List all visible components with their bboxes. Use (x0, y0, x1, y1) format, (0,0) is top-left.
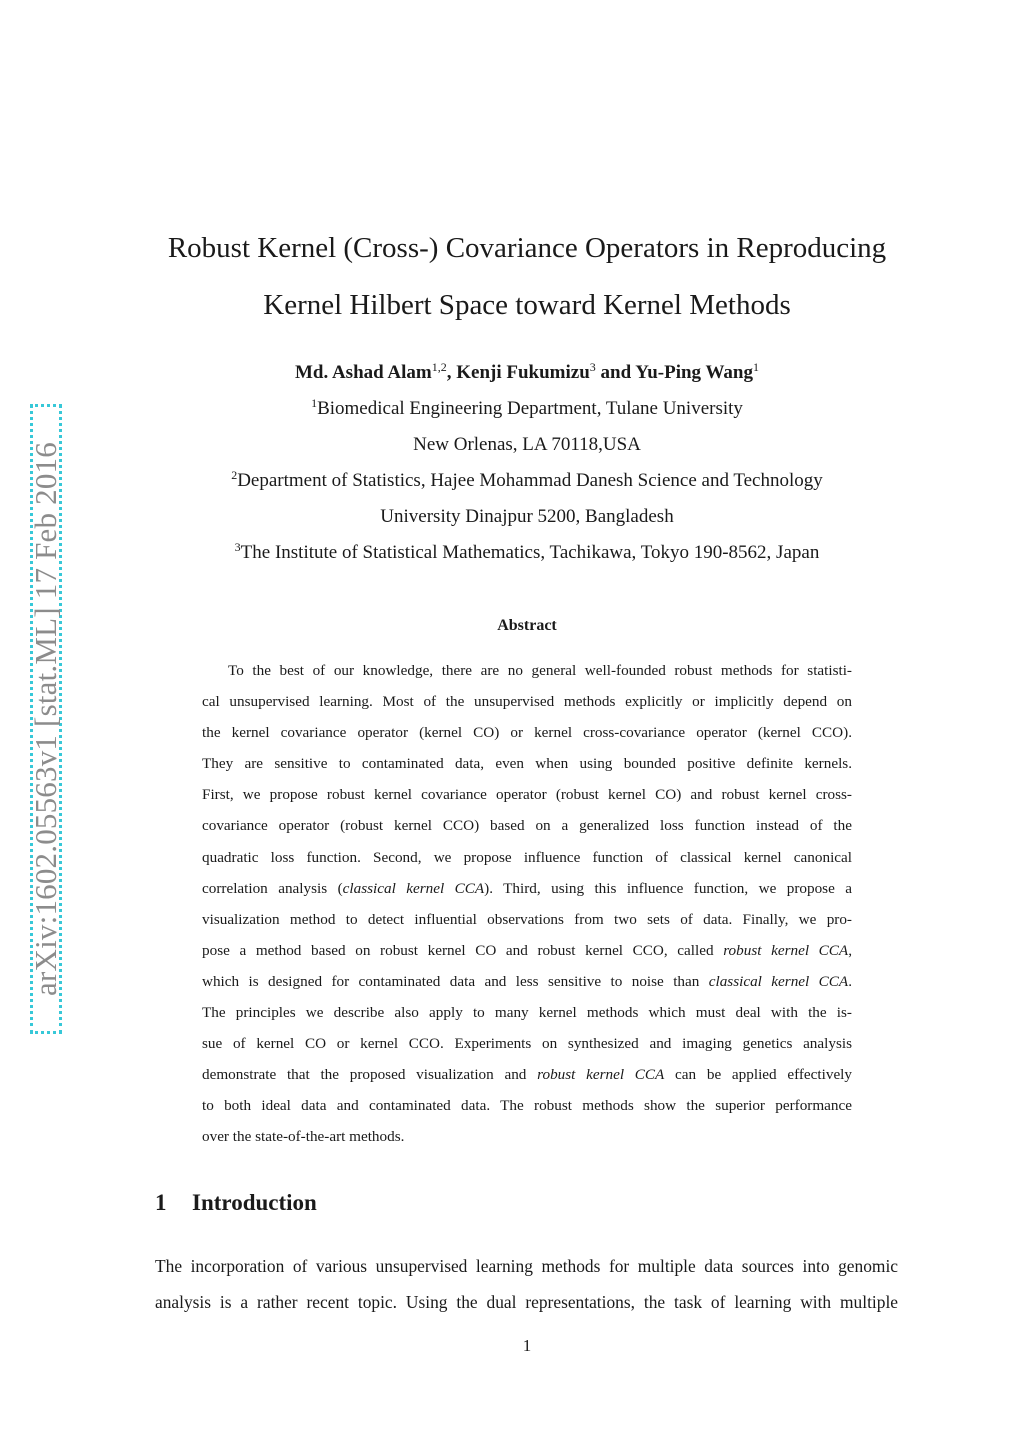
italic-term: classical kernel CCA (342, 879, 485, 897)
text-run: ). Third, using this influence function, we propose a (484, 879, 853, 897)
arxiv-stamp (30, 404, 62, 1034)
italic-term: robust kernel CCA (537, 1066, 665, 1084)
affiliation-text: Biomedical Engineering Department, Tulane University (317, 398, 743, 419)
abstract-line: the kernel covariance operator (kernel CO) or kernel cross-covariance operator (kernel CCO). (202, 724, 852, 742)
abstract-line (202, 873, 852, 904)
text-run: which is designed for contaminated data and less sensitive to noise than (202, 972, 709, 990)
abstract-heading: Abstract (497, 617, 557, 634)
text-run: demonstrate that the proposed visualization and (202, 1066, 538, 1084)
paper-title-line-1: Robust Kernel (Cross-) Covariance Operators in Reproducing (167, 232, 887, 264)
affiliation-1-address: New Orlenas, LA 70118,USA (413, 434, 641, 455)
text-run: , (848, 941, 852, 959)
affiliation-mark: 1 (311, 396, 318, 410)
body-line: The incorporation of various unsupervised learning methods for multiple data sources into genomic (155, 1256, 898, 1276)
abstract-line: over the state-of-the-art methods. (202, 1128, 405, 1146)
arxiv-identifier: arXiv:1602.05563v1 [stat.ML] 17 Feb 2016 (28, 442, 63, 996)
page-number: 1 (522, 1336, 532, 1355)
abstract-line (202, 966, 852, 997)
abstract-line: visualization method to detect influential observations from two sets of data. Finally, we pro- (202, 910, 852, 928)
author-name: Yu-Ping Wang (635, 362, 753, 383)
paper-title-line-2: Kernel Hilbert Space toward Kernel Methods (263, 289, 791, 321)
affiliation-mark: 2 (231, 468, 238, 482)
abstract-line (202, 935, 852, 966)
author-list (130, 362, 924, 384)
abstract-line: to both ideal data and contaminated data. The robust methods show the superior performance (202, 1097, 852, 1115)
author-name: Md. Ashad Alam (295, 362, 432, 383)
abstract-body (202, 655, 852, 1153)
text-run: . (848, 972, 852, 990)
affiliation-2 (130, 470, 924, 492)
section-title: Introduction (192, 1190, 317, 1215)
abstract-line: They are sensitive to contaminated data, even when using bounded positive definite kernels. (202, 755, 852, 773)
text-run: can be applied effectively (664, 1066, 852, 1084)
abstract-line: sue of kernel CO or kernel CCO. Experiments on synthesized and imaging genetics analysis (202, 1035, 852, 1053)
italic-term: classical kernel CCA (708, 972, 849, 990)
affiliation-2-address: University Dinajpur 5200, Bangladesh (380, 506, 674, 527)
text-run: correlation analysis ( (202, 879, 343, 897)
author-affiliation-mark: 1,2 (431, 360, 447, 374)
abstract-line: cal unsupervised learning. Most of the unsupervised methods explicitly or implicitly depend on (202, 693, 852, 711)
affiliation-text: The Institute of Statistical Mathematics, Tachikawa, Tokyo 190-8562, Japan (240, 542, 820, 563)
affiliation-3 (130, 542, 924, 564)
abstract-line: First, we propose robust kernel covariance operator (robust kernel CO) and robust kernel cross- (202, 786, 852, 804)
affiliation-mark: 3 (234, 540, 241, 554)
abstract-line: The principles we describe also apply to many kernel methods which must deal with the is- (202, 1004, 852, 1022)
introduction-body (155, 1248, 898, 1320)
abstract-line: To the best of our knowledge, there are no general well-founded robust methods for statisti- (228, 662, 852, 679)
abstract-line (202, 1059, 852, 1090)
section-heading-introduction (155, 1190, 317, 1216)
affiliation-1 (130, 398, 924, 420)
author-separator: , (446, 362, 457, 383)
author-name: Kenji Fukumizu (456, 362, 590, 383)
affiliation-text: Department of Statistics, Hajee Mohammad Danesh Science and Technology (237, 470, 823, 491)
author-separator: and (595, 362, 636, 383)
body-line: analysis is a rather recent topic. Using the dual representations, the task of learning with multiple (155, 1292, 898, 1312)
abstract-line: covariance operator (robust kernel CCO) based on a generalized loss function instead of the (202, 817, 852, 835)
abstract-line: quadratic loss function. Second, we propose influence function of classical kernel canonical (202, 848, 852, 866)
author-affiliation-mark: 1 (752, 360, 759, 374)
text-run: pose a method based on robust kernel CO and robust kernel CCO, called (202, 941, 724, 959)
section-number: 1 (155, 1190, 167, 1215)
italic-term: robust kernel CCA (723, 941, 849, 959)
author-affiliation-mark: 3 (589, 360, 596, 374)
